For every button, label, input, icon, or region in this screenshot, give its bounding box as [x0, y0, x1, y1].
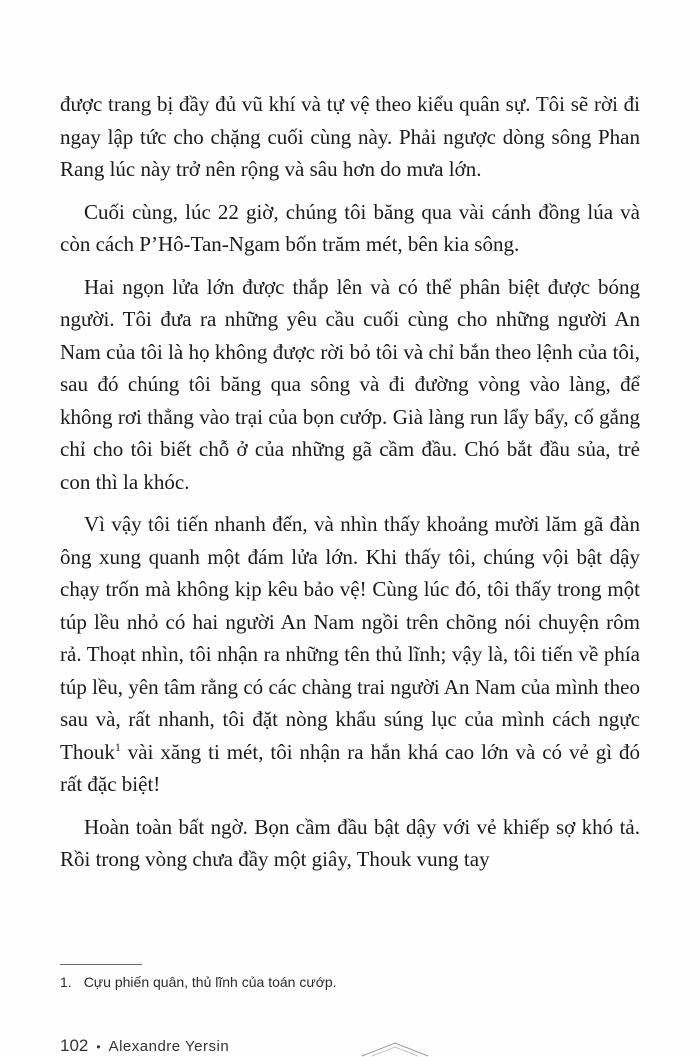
- footnote-number: 1.: [60, 974, 72, 990]
- body-text: [60, 88, 640, 886]
- footnote-text: Cựu phiến quân, thủ lĩnh của toán cướp.: [83, 974, 337, 990]
- page-number: 102: [60, 1036, 89, 1055]
- paragraph-4-text-before: Vì vậy tôi tiến nhanh đến, và nhìn thấy khoảng mười lăm gã đàn ông xung quanh một đám lửa lớn. Khi thấy tôi, chúng vội bật dậy chạy trốn mà không kịp kêu bảo vệ! Cùng lúc đó, tôi thấy trong một túp lều nhỏ có hai người An Nam ngồi trên chõng nói chuyện rôm rả. Thoạt nhìn, tôi nhận ra những tên thủ lĩnh; vậy là, tôi tiến về phía túp lều, yên tâm rằng có các chàng trai người An Nam của mình theo sau và, rất nhanh, tôi đặt nòng khẩu súng lục của mình cách ngực Thouk: [60, 512, 640, 764]
- footer-ornament-icon: [360, 1040, 430, 1057]
- footer-separator: •: [96, 1039, 101, 1054]
- footnote: [60, 974, 337, 990]
- footer-author: Alexandre Yersin: [108, 1038, 230, 1055]
- page-footer: [60, 1036, 229, 1056]
- footnote-marker: 1: [114, 739, 121, 754]
- paragraph-4-text-after: vài xăng ti mét, tôi nhận ra hắn khá cao lớn và có vẻ gì đó rất đặc biệt!: [60, 739, 640, 796]
- paragraph-1: được trang bị đầy đủ vũ khí và tự vệ theo kiểu quân sự. Tôi sẽ rời đi ngay lập tức cho chặng cuối cùng này. Phải ngược dòng sông Phan Rang lúc này trở nên rộng và sâu hơn do mưa lớn.: [60, 92, 640, 181]
- footnote-divider: [60, 964, 142, 965]
- paragraph-5: Hoàn toàn bất ngờ. Bọn cầm đầu bật dậy với vẻ khiếp sợ khó tả. Rồi trong vòng chưa đầy một giây, Thouk vung tay: [60, 814, 640, 871]
- paragraph-2: Cuối cùng, lúc 22 giờ, chúng tôi băng qua vài cánh đồng lúa và còn cách P’Hô-Tan-Ngam bốn trăm mét, bên kia sông.: [60, 199, 640, 256]
- paragraph-4: [60, 508, 640, 801]
- paragraph-3: Hai ngọn lửa lớn được thắp lên và có thể phân biệt được bóng người. Tôi đưa ra những yêu cầu cuối cùng cho những người An Nam của tôi là họ không được rời bỏ tôi và chỉ bắn theo lệnh của tôi, sau đó chúng tôi băng qua sông và đi đường vòng vào làng, để không rơi thẳng vào trại của bọn cướp. Già làng run lẩy bẩy, cố gắng chỉ cho tôi biết chỗ ở của những gã cầm đầu. Chó bắt đầu sủa, trẻ con thì la khóc.: [60, 274, 640, 494]
